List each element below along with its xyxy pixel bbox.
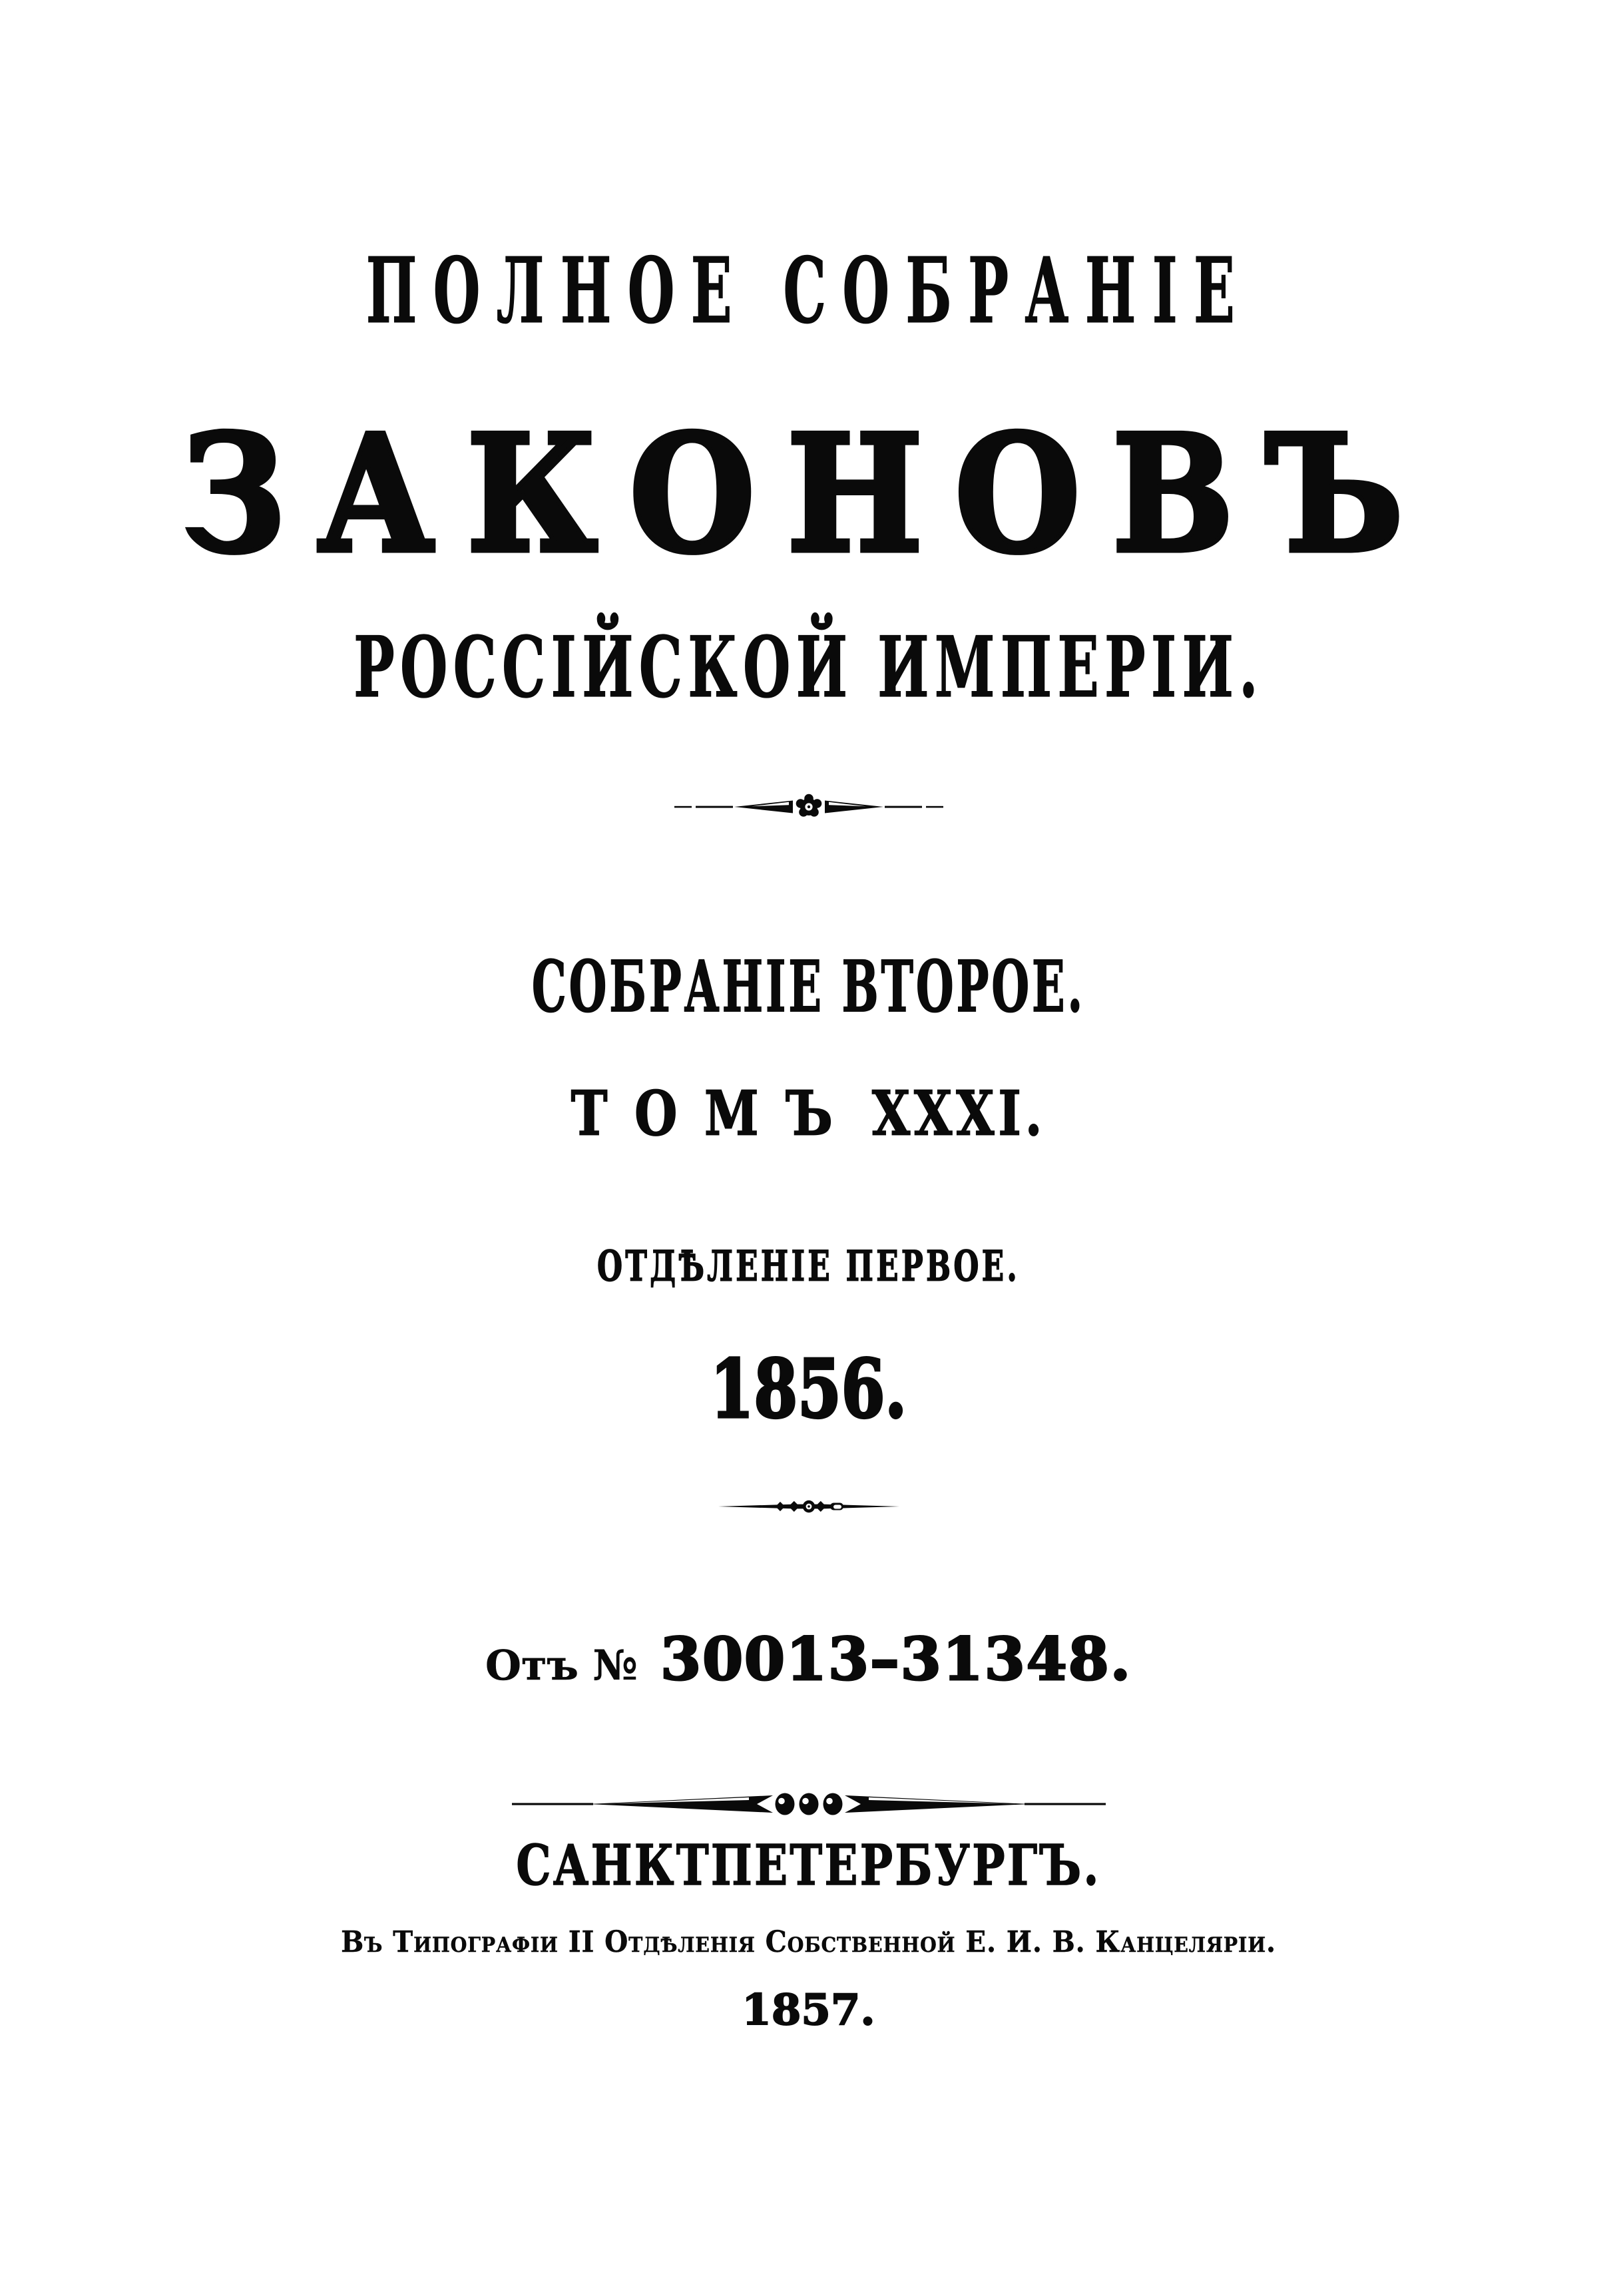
russian-empire-heading: РОССІЙСКОЙ ИМПЕРІИ. <box>353 617 1264 717</box>
full-collection-heading: ПОЛНОЕ СОБРАНІЕ <box>365 237 1252 344</box>
second-collection-line: СОБРАНІЕ ВТОРОЕ. <box>531 945 1086 1029</box>
city-line: САНКТПЕТЕРБУРГЪ. <box>516 1833 1101 1898</box>
diamond-divider-icon <box>0 1498 1617 1515</box>
volume-line <box>81 1078 1536 1150</box>
print-year: 1857. <box>742 1985 875 2035</box>
number-range-prefix: Отъ № <box>485 1641 638 1690</box>
volume-word: ТОМЪ <box>571 1078 860 1150</box>
section-line: ОТДѢЛЕНІЕ ПЕРВОЕ. <box>596 1242 1021 1291</box>
spearhead-rule-icon <box>0 1789 1617 1819</box>
number-range-line <box>0 1624 1617 1694</box>
floral-divider-icon <box>0 792 1617 821</box>
imprint-line: Въ Типографіи II Отдѣленія Собственной Е. И. В. Канцеляріи. <box>341 1925 1276 1959</box>
volume-number: XXXI. <box>871 1078 1046 1150</box>
number-range-value: 30013–31348. <box>660 1624 1132 1694</box>
laws-year: 1856. <box>710 1343 907 1437</box>
laws-heading: ЗАКОНОВЪ <box>181 399 1436 589</box>
